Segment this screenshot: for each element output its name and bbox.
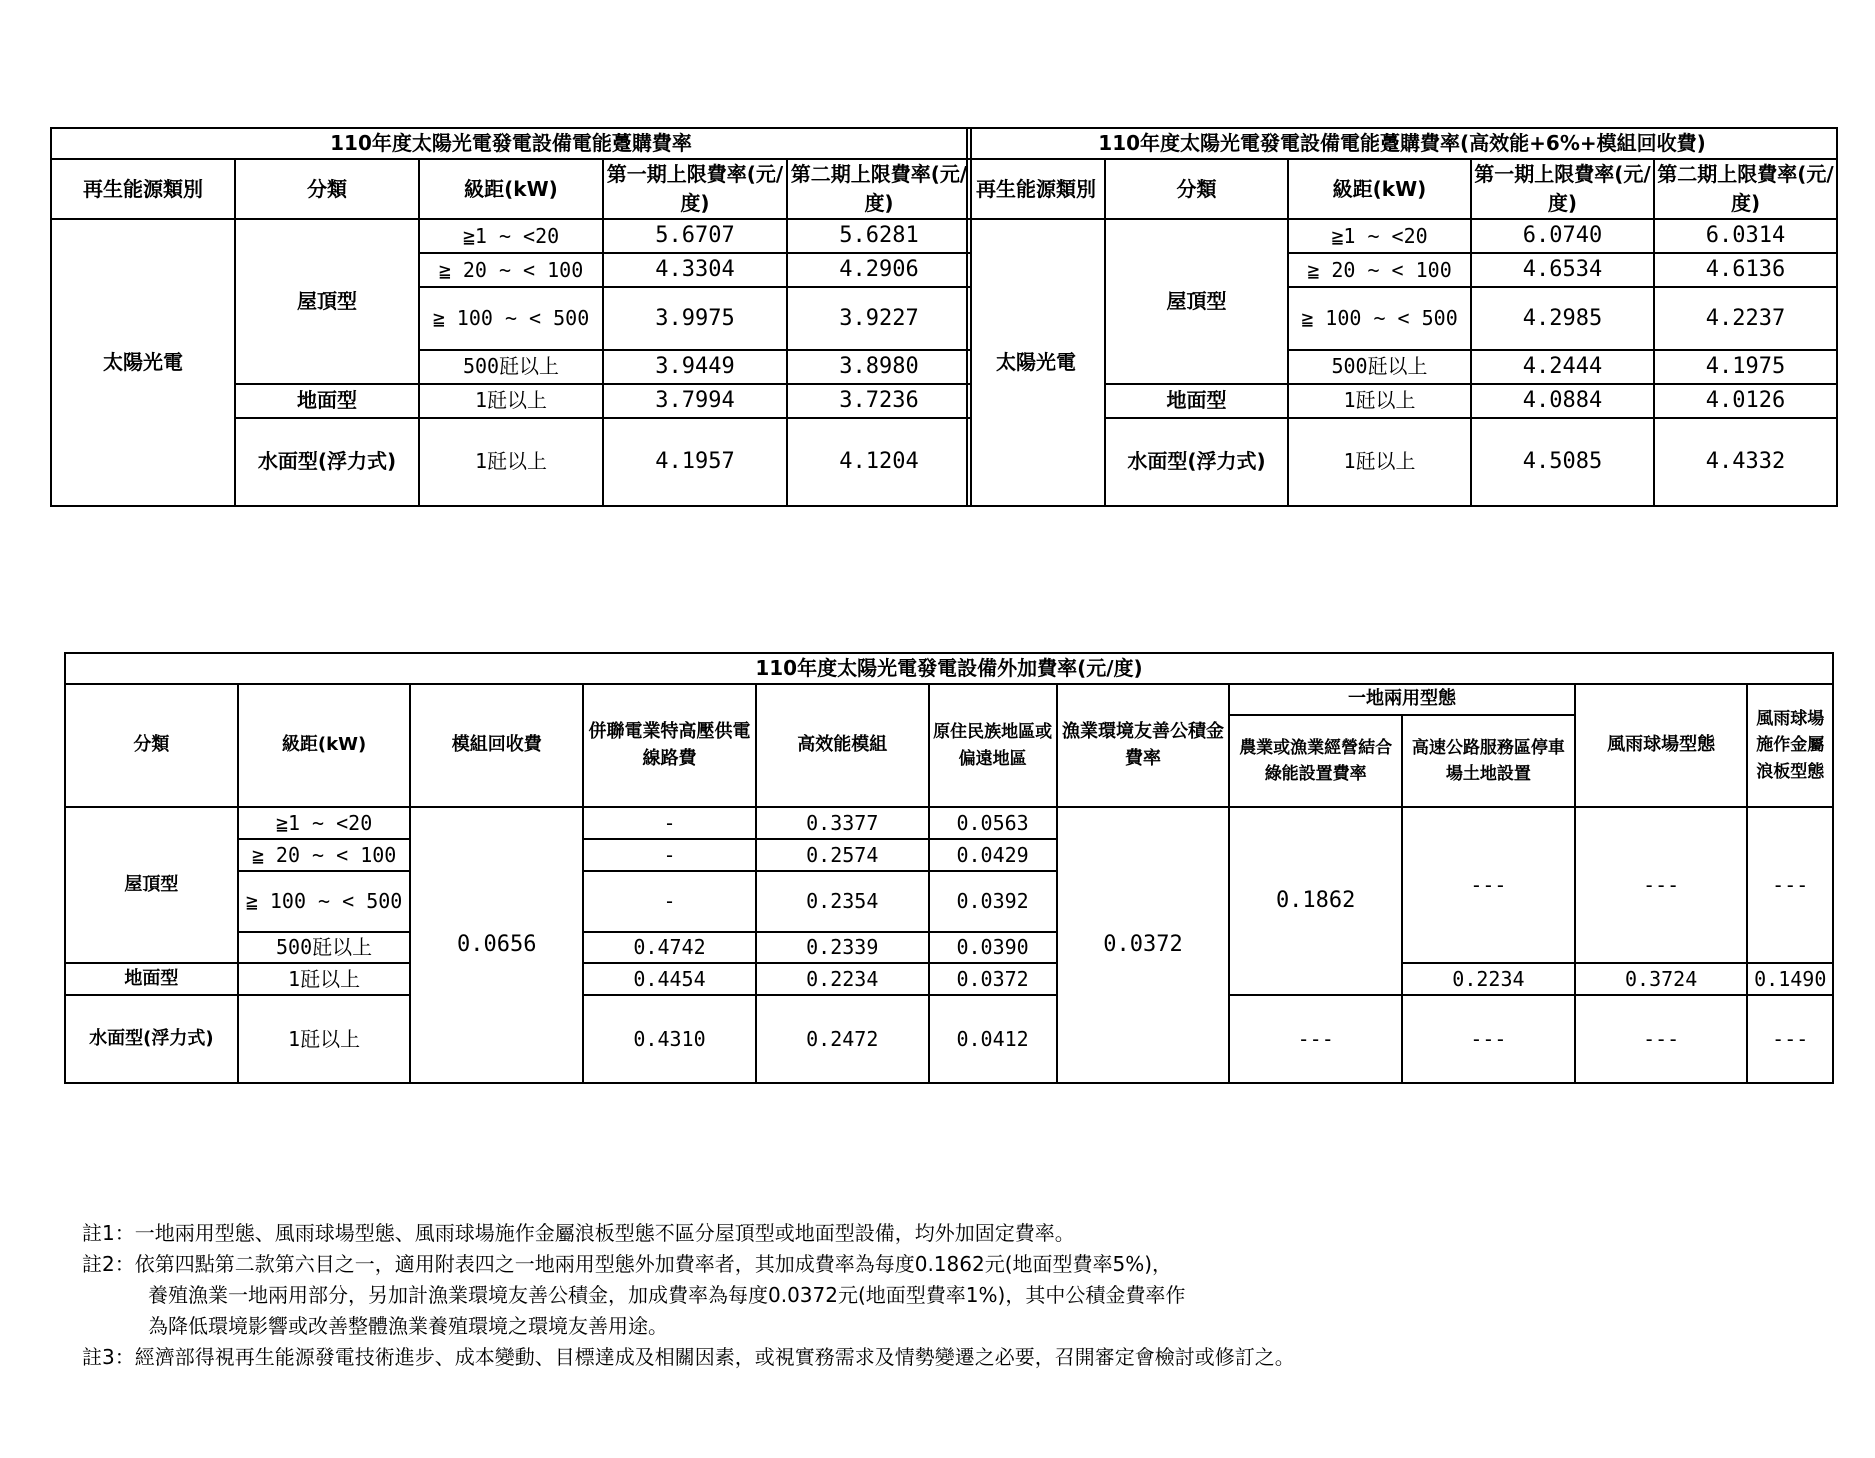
indigenous-cell: 0.0429 <box>929 839 1057 871</box>
rain-court-metal-dash-cell: --- <box>1747 995 1833 1083</box>
rate-cell: 4.6534 <box>1471 253 1654 287</box>
highway-dash-cell: --- <box>1402 995 1575 1083</box>
rate-cell: 3.8980 <box>787 350 971 384</box>
high-eff-cell: 0.2472 <box>756 995 929 1083</box>
indigenous-cell: 0.0563 <box>929 807 1057 839</box>
rate-cell: 4.5085 <box>1471 418 1654 506</box>
header-range: 級距(kW) <box>1288 159 1471 219</box>
table-title: 110年度太陽光電發電設備電能躉購費率 <box>51 128 971 159</box>
header-agri-fishery: 農業或漁業經營結合綠能設置費率 <box>1229 715 1402 807</box>
range-cell: ≧ 100 ~ < 500 <box>1288 287 1471 350</box>
table-title: 110年度太陽光電發電設備外加費率(元/度) <box>65 653 1833 684</box>
header-energy-type: 再生能源類別 <box>967 159 1105 219</box>
agri-fishery-dash-cell: --- <box>1229 995 1402 1083</box>
hv-line-cell: 0.4742 <box>583 932 756 963</box>
note-3: 註3：經濟部得視再生能源發電技術進步、成本變動、目標達成及相關因素，或視實務需求及情勢變遷之必要，召開審定會檢討或修訂之。 <box>82 1345 1295 1369</box>
hv-line-cell: - <box>583 871 756 932</box>
header-rate-period-2: 第二期上限費率(元/度) <box>1654 159 1837 219</box>
range-cell: ≧ 100 ~ < 500 <box>238 871 411 932</box>
highway-dash-cell: --- <box>1402 807 1575 963</box>
note-2: 註2：依第四點第二款第六目之一，適用附表四之一地兩用型態外加費率者，其加成費率為每度0.1862元(地面型費率5%)， <box>82 1252 1173 1276</box>
rate-cell: 5.6707 <box>603 219 787 253</box>
hv-line-cell: - <box>583 839 756 871</box>
recycle-fee-cell: 0.0656 <box>410 807 583 1083</box>
rain-court-dash-cell: --- <box>1575 807 1748 963</box>
rate-cell: 4.1975 <box>1654 350 1837 384</box>
header-rain-court: 風雨球場型態 <box>1575 684 1748 807</box>
category-floating: 水面型(浮力式) <box>1105 418 1288 506</box>
range-cell: ≧ 20 ~ < 100 <box>238 839 411 871</box>
header-module-recycle: 模組回收費 <box>410 684 583 807</box>
note-1: 註1：一地兩用型態、風雨球場型態、風雨球場施作金屬浪板型態不區分屋頂型或地面型設備，均外加固定費率。 <box>82 1221 1075 1245</box>
header-range: 級距(kW) <box>419 159 603 219</box>
range-cell: 1瓩以上 <box>1288 418 1471 506</box>
rate-cell: 4.1204 <box>787 418 971 506</box>
indigenous-cell: 0.0390 <box>929 932 1057 963</box>
range-cell: 1瓩以上 <box>1288 384 1471 418</box>
range-cell: ≧ 100 ~ < 500 <box>419 287 603 350</box>
range-cell: 1瓩以上 <box>419 384 603 418</box>
range-cell: ≧1 ~ <20 <box>419 219 603 253</box>
range-cell: ≧ 20 ~ < 100 <box>419 253 603 287</box>
rate-cell: 4.2985 <box>1471 287 1654 350</box>
rain-court-metal-dash-cell: --- <box>1747 807 1833 963</box>
range-cell: 500瓩以上 <box>1288 350 1471 384</box>
category-ground: 地面型 <box>65 963 238 995</box>
indigenous-cell: 0.0372 <box>929 963 1057 995</box>
rate-cell: 3.9975 <box>603 287 787 350</box>
rate-cell: 4.4332 <box>1654 418 1837 506</box>
rain-court-metal-cell: 0.1490 <box>1747 963 1833 995</box>
note-2-continued: 為降低環境影響或改善整體漁業養殖環境之環境友善用途。 <box>148 1314 668 1338</box>
header-category: 分類 <box>1105 159 1288 219</box>
high-eff-cell: 0.2574 <box>756 839 929 871</box>
highway-cell: 0.2234 <box>1402 963 1575 995</box>
category-rooftop: 屋頂型 <box>235 219 419 384</box>
note-2-continued: 養殖漁業一地兩用部分，另加計漁業環境友善公積金，加成費率為每度0.0372元(地面型費率1%)，其中公積金費率作 <box>148 1283 1186 1307</box>
category-ground: 地面型 <box>1105 384 1288 418</box>
fishery-fund-cell: 0.0372 <box>1057 807 1230 1083</box>
rate-cell: 6.0314 <box>1654 219 1837 253</box>
range-cell: 500瓩以上 <box>419 350 603 384</box>
header-range: 級距(kW) <box>238 684 411 807</box>
header-highway: 高速公路服務區停車場土地設置 <box>1402 715 1575 807</box>
range-cell: 1瓩以上 <box>419 418 603 506</box>
hv-line-cell: 0.4310 <box>583 995 756 1083</box>
rain-court-cell: 0.3724 <box>1575 963 1748 995</box>
rate-cell: 4.2906 <box>787 253 971 287</box>
surcharge-table <box>64 652 1834 1084</box>
header-category: 分類 <box>235 159 419 219</box>
indigenous-cell: 0.0412 <box>929 995 1057 1083</box>
category-rooftop: 屋頂型 <box>65 807 238 963</box>
header-category: 分類 <box>65 684 238 807</box>
indigenous-cell: 0.0392 <box>929 871 1057 932</box>
category-floating: 水面型(浮力式) <box>65 995 238 1083</box>
rate-cell: 4.6136 <box>1654 253 1837 287</box>
rate-cell: 3.9449 <box>603 350 787 384</box>
tariff-table <box>50 127 972 507</box>
header-fishery-fund: 漁業環境友善公積金費率 <box>1057 684 1230 807</box>
header-rate-period-2: 第二期上限費率(元/度) <box>787 159 971 219</box>
rate-cell: 4.0884 <box>1471 384 1654 418</box>
high-eff-cell: 0.2354 <box>756 871 929 932</box>
energy-type-cell: 太陽光電 <box>51 219 235 506</box>
header-rate-period-1: 第一期上限費率(元/度) <box>603 159 787 219</box>
category-rooftop: 屋頂型 <box>1105 219 1288 384</box>
header-rain-court-metal: 風雨球場施作金屬浪板型態 <box>1747 684 1833 807</box>
hv-line-cell: 0.4454 <box>583 963 756 995</box>
high-eff-cell: 0.3377 <box>756 807 929 839</box>
hv-line-cell: - <box>583 807 756 839</box>
notes <box>82 1218 1782 1373</box>
energy-type-cell: 太陽光電 <box>967 219 1105 506</box>
header-energy-type: 再生能源類別 <box>51 159 235 219</box>
high-eff-cell: 0.2339 <box>756 932 929 963</box>
rate-cell: 3.7236 <box>787 384 971 418</box>
table-title: 110年度太陽光電發電設備電能躉購費率(高效能+6%+模組回收費) <box>967 128 1837 159</box>
rate-cell: 4.2237 <box>1654 287 1837 350</box>
header-rate-period-1: 第一期上限費率(元/度) <box>1471 159 1654 219</box>
category-floating: 水面型(浮力式) <box>235 418 419 506</box>
rate-cell: 5.6281 <box>787 219 971 253</box>
range-cell: ≧ 20 ~ < 100 <box>1288 253 1471 287</box>
rate-cell: 4.0126 <box>1654 384 1837 418</box>
high-eff-cell: 0.2234 <box>756 963 929 995</box>
range-cell: 1瓩以上 <box>238 995 411 1083</box>
range-cell: 1瓩以上 <box>238 963 411 995</box>
category-ground: 地面型 <box>235 384 419 418</box>
header-hv-line: 併聯電業特高壓供電線路費 <box>583 684 756 807</box>
range-cell: 500瓩以上 <box>238 932 411 963</box>
rate-cell: 3.9227 <box>787 287 971 350</box>
rate-cell: 6.0740 <box>1471 219 1654 253</box>
range-cell: ≧1 ~ <20 <box>238 807 411 839</box>
tariff-table-high-efficiency <box>966 127 1838 507</box>
header-indigenous-remote: 原住民族地區或偏遠地區 <box>929 684 1057 807</box>
rate-cell: 4.1957 <box>603 418 787 506</box>
rain-court-dash-cell: --- <box>1575 995 1748 1083</box>
header-dual-use: 一地兩用型態 <box>1229 684 1574 715</box>
range-cell: ≧1 ~ <20 <box>1288 219 1471 253</box>
header-high-efficiency: 高效能模組 <box>756 684 929 807</box>
rate-cell: 3.7994 <box>603 384 787 418</box>
agri-fishery-cell: 0.1862 <box>1229 807 1402 995</box>
rate-cell: 4.2444 <box>1471 350 1654 384</box>
rate-cell: 4.3304 <box>603 253 787 287</box>
